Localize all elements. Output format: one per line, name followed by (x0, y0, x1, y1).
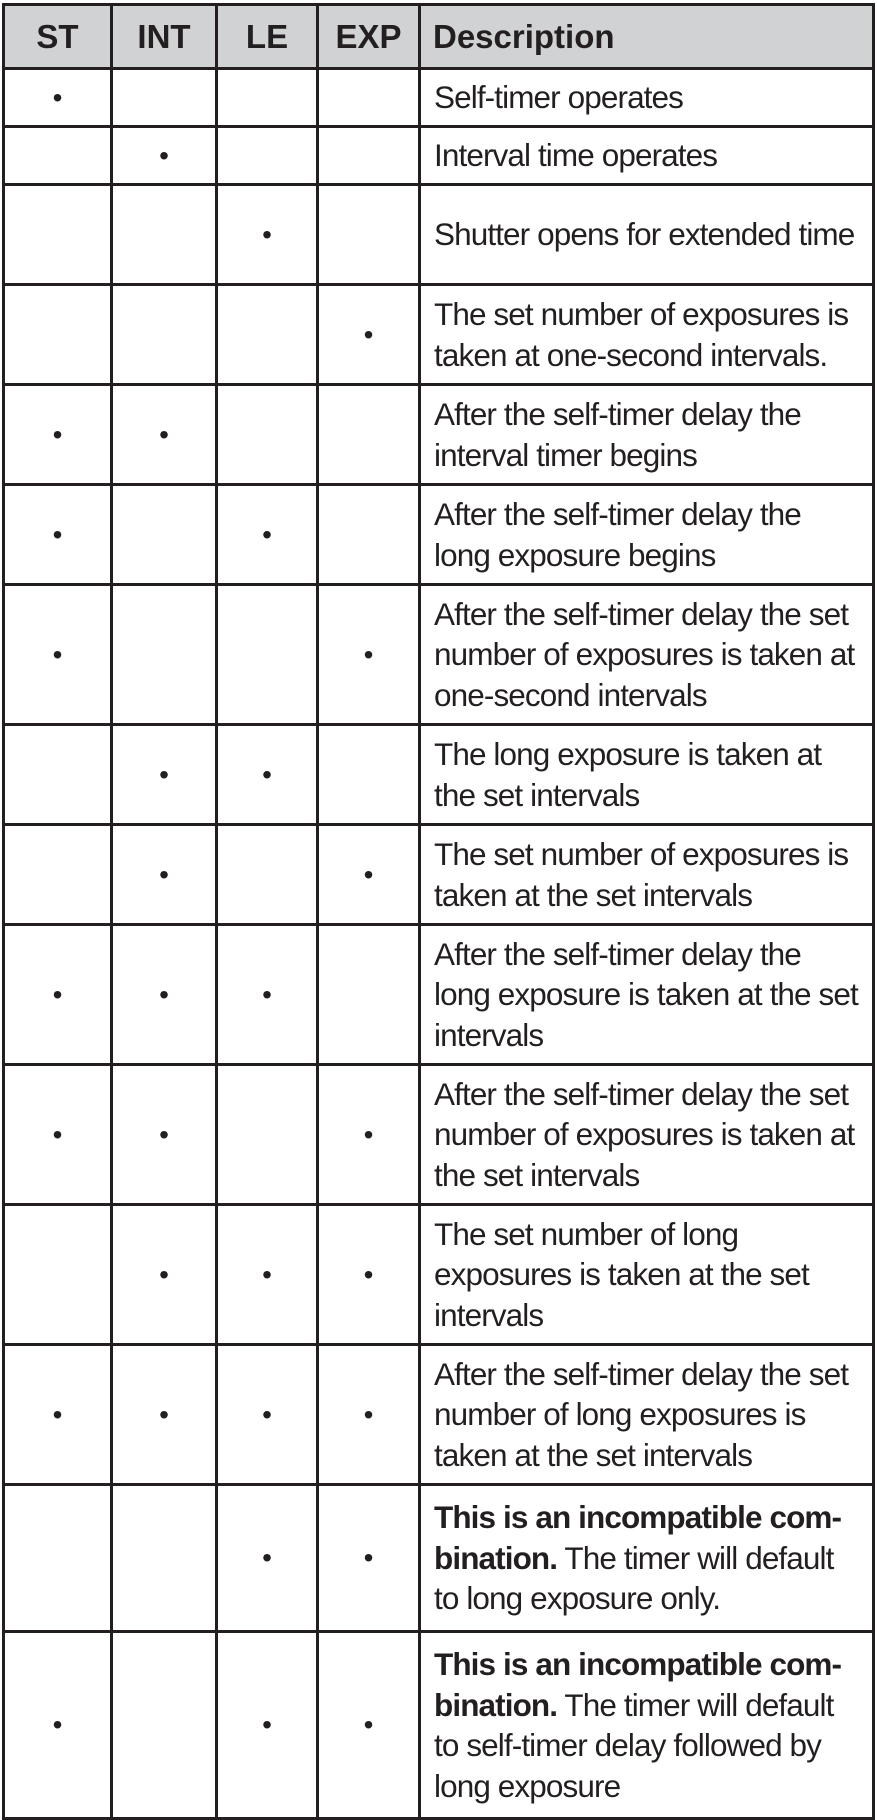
description-cell (420, 69, 874, 127)
description-text: The timer will default to self-timer delay followed by long exposure (434, 1686, 834, 1804)
mark-int (112, 1632, 217, 1819)
description-text: Shutter opens for extended time (434, 216, 855, 253)
mark-le: • (217, 185, 318, 285)
mark-exp: • (318, 1065, 420, 1205)
description-cell (420, 127, 874, 185)
mark-exp: • (318, 825, 420, 925)
header-st: ST (4, 5, 112, 69)
mark-exp: • (318, 585, 420, 725)
mark-exp (318, 725, 420, 825)
table-row (4, 485, 874, 585)
mark-int: • (112, 725, 217, 825)
mark-le (217, 825, 318, 925)
description-cell (420, 1632, 874, 1819)
mark-st (4, 725, 112, 825)
table-row (4, 69, 874, 127)
mark-exp: • (318, 1485, 420, 1632)
mark-le: • (217, 1632, 318, 1819)
description-cell (420, 1065, 874, 1205)
mark-le (217, 385, 318, 485)
description-cell (420, 1205, 874, 1345)
mark-le (217, 127, 318, 185)
warning-text: This is an incompatible combination. (434, 1646, 843, 1723)
mark-st (4, 825, 112, 925)
table-row (4, 1205, 874, 1345)
description-cell (420, 1485, 874, 1632)
table-row (4, 925, 874, 1065)
description-text: The set number of long exposures is taken at the set intervals (434, 1215, 809, 1333)
table-row (4, 285, 874, 385)
table-row (4, 1065, 874, 1205)
mark-st: • (4, 485, 112, 585)
mark-st (4, 127, 112, 185)
description-text: After the self-timer delay the long exposure is taken at the set intervals (434, 935, 858, 1053)
table-row (4, 185, 874, 285)
mark-exp: • (318, 1205, 420, 1345)
mark-st (4, 1485, 112, 1632)
header-le: LE (217, 5, 318, 69)
mark-le: • (217, 925, 318, 1065)
timer-mode-table (2, 3, 875, 1820)
header-exp: EXP (318, 5, 420, 69)
mark-int: • (112, 825, 217, 925)
mark-le: • (217, 725, 318, 825)
mark-int (112, 1485, 217, 1632)
mark-le (217, 69, 318, 127)
mark-int (112, 285, 217, 385)
mark-exp (318, 925, 420, 1065)
description-text: After the self-timer delay the long exposure begins (434, 496, 801, 573)
description-cell (420, 185, 874, 285)
table-header (4, 5, 874, 69)
mark-le: • (217, 485, 318, 585)
mark-le (217, 585, 318, 725)
mark-st (4, 1205, 112, 1345)
mark-int: • (112, 925, 217, 1065)
mark-int: • (112, 1345, 217, 1485)
mark-st (4, 185, 112, 285)
mark-le (217, 1065, 318, 1205)
mark-exp: • (318, 1345, 420, 1485)
mark-exp: • (318, 285, 420, 385)
mark-int (112, 585, 217, 725)
mark-exp (318, 69, 420, 127)
description-text: The set number of exposures is taken at one-second intervals. (434, 296, 849, 373)
description-cell (420, 825, 874, 925)
description-cell (420, 1345, 874, 1485)
table-body (4, 69, 874, 1819)
mark-int: • (112, 385, 217, 485)
mark-st (4, 285, 112, 385)
mark-exp: • (318, 1632, 420, 1819)
mark-int (112, 485, 217, 585)
mark-le: • (217, 1205, 318, 1345)
mark-st: • (4, 385, 112, 485)
mark-st: • (4, 1065, 112, 1205)
table-row (4, 385, 874, 485)
description-cell (420, 585, 874, 725)
mark-exp (318, 385, 420, 485)
mark-st: • (4, 1345, 112, 1485)
mark-exp (318, 185, 420, 285)
description-cell (420, 925, 874, 1065)
description-text: The set number of exposures is taken at the set intervals (434, 836, 849, 913)
description-text: After the self-timer delay the set number of exposures is taken at one-second intervals (434, 595, 855, 713)
mark-int: • (112, 1065, 217, 1205)
table-row (4, 825, 874, 925)
table-row (4, 1632, 874, 1819)
table-row (4, 725, 874, 825)
description-text: After the self-timer delay the set number of exposures is taken at the set intervals (434, 1075, 855, 1193)
mark-le: • (217, 1485, 318, 1632)
description-text: After the self-timer delay the set number of long exposures is taken at the set intervals (434, 1355, 849, 1473)
description-text: The timer will default to long exposure only. (434, 1539, 834, 1617)
table-row (4, 1345, 874, 1485)
mark-st: • (4, 1632, 112, 1819)
description-text: After the self-timer delay the interval timer begins (434, 396, 801, 473)
mark-st: • (4, 925, 112, 1065)
description-cell (420, 385, 874, 485)
description-cell (420, 725, 874, 825)
table-row (4, 1485, 874, 1632)
mark-le (217, 285, 318, 385)
description-text: Interval time operates (434, 137, 718, 174)
table-row (4, 585, 874, 725)
description-text: Self-timer operates (434, 79, 684, 116)
mark-int (112, 185, 217, 285)
header-description: Description (420, 5, 874, 69)
description-cell (420, 485, 874, 585)
table-row (4, 127, 874, 185)
mark-exp (318, 127, 420, 185)
mark-st: • (4, 585, 112, 725)
header-int: INT (112, 5, 217, 69)
mark-st: • (4, 69, 112, 127)
mark-int: • (112, 127, 217, 185)
description-cell (420, 285, 874, 385)
mark-exp (318, 485, 420, 585)
mark-int (112, 69, 217, 127)
mark-le: • (217, 1345, 318, 1485)
mark-int: • (112, 1205, 217, 1345)
description-text: The long exposure is taken at the set intervals (434, 736, 822, 813)
warning-text: This is an incompatible combination. (434, 1499, 843, 1576)
